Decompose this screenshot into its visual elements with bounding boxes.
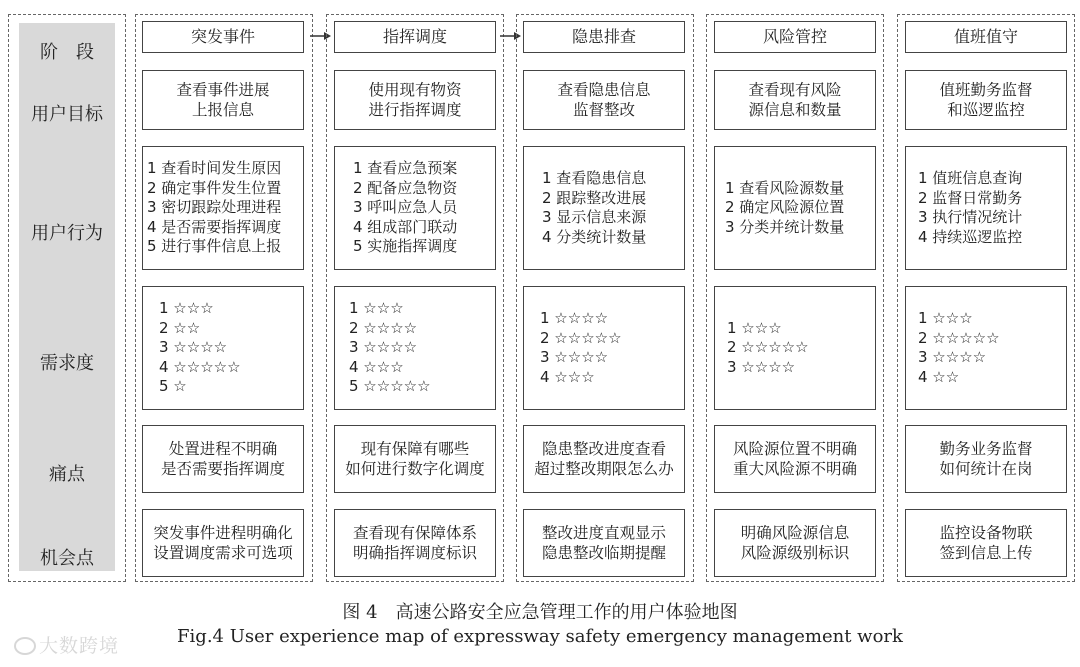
behavior-item: 1 查看应急预案 xyxy=(353,159,458,178)
behavior-item: 4 组成部门联动 xyxy=(353,217,458,236)
row-label-behavior: 用户行为 xyxy=(31,223,103,244)
behavior-item: 2 确定事件发生位置 xyxy=(147,178,282,197)
behavior-item: 5 进行事件信息上报 xyxy=(147,237,282,256)
pain-point-box: 现有保障有哪些 如何进行数字化调度 xyxy=(334,425,496,493)
demand-item: 4 ☆☆ xyxy=(918,367,960,386)
demand-item: 1 ☆☆☆ xyxy=(159,299,214,318)
behavior-item: 3 分类并统计数量 xyxy=(725,217,845,236)
demand-item: 3 ☆☆☆☆ xyxy=(918,348,987,366)
row-label-pain: 痛点 xyxy=(49,464,85,485)
opportunity-box: 整改进度直观显示 隐患整改临期提醒 xyxy=(523,509,685,577)
behavior-item: 1 查看隐患信息 xyxy=(542,169,647,187)
demand-box xyxy=(142,286,304,410)
demand-item: 2 ☆☆☆☆☆ xyxy=(918,328,1000,347)
behavior-item: 1 查看风险源数量 xyxy=(725,178,845,197)
pain-point-box: 隐患整改进度查看 超过整改期限怎么办 xyxy=(523,425,685,493)
demand-item: 3 ☆☆☆☆ xyxy=(159,338,228,357)
demand-item: 4 ☆☆☆ xyxy=(540,367,595,386)
demand-item: 1 ☆☆☆ xyxy=(349,299,404,318)
pain-point-box: 风险源位置不明确 重大风险源不明确 xyxy=(714,425,876,493)
row-label-column xyxy=(8,14,126,582)
user-goal-box: 查看事件进展 上报信息 xyxy=(142,70,304,130)
demand-box xyxy=(523,286,685,410)
row-label-demand: 需求度 xyxy=(40,353,94,374)
figure-caption-english: Fig.4 User experience map of expressway safety emergency management work xyxy=(177,626,903,647)
demand-item: 1 ☆☆☆☆ xyxy=(540,309,609,327)
demand-box xyxy=(905,286,1067,410)
pain-point-box: 处置进程不明确 是否需要指挥调度 xyxy=(142,425,304,493)
row-label-stage: 阶 段 xyxy=(40,42,94,63)
opportunity-box: 监控设备物联 签到信息上传 xyxy=(905,509,1067,577)
behavior-item: 5 实施指挥调度 xyxy=(353,237,458,256)
demand-item: 5 ☆ xyxy=(159,377,187,396)
user-behavior-box xyxy=(714,146,876,270)
demand-item: 2 ☆☆☆☆ xyxy=(349,318,418,337)
row-label-goal: 用户目标 xyxy=(31,104,103,125)
behavior-item: 4 是否需要指挥调度 xyxy=(147,217,282,236)
behavior-item: 3 呼叫应急人员 xyxy=(353,198,458,217)
user-goal-box: 值班勤务监督 和巡逻监控 xyxy=(905,70,1067,130)
demand-box xyxy=(714,286,876,410)
behavior-item: 2 配备应急物资 xyxy=(353,178,458,197)
user-goal-box: 使用现有物资 进行指挥调度 xyxy=(334,70,496,130)
stage-title: 指挥调度 xyxy=(334,21,496,53)
pain-point-box: 勤务业务监督 如何统计在岗 xyxy=(905,425,1067,493)
user-goal-box: 查看隐患信息 监督整改 xyxy=(523,70,685,130)
opportunity-box: 查看现有保障体系 明确指挥调度标识 xyxy=(334,509,496,577)
behavior-item: 2 确定风险源位置 xyxy=(725,198,845,217)
stage-title: 风险管控 xyxy=(714,21,876,53)
demand-item: 2 ☆☆ xyxy=(159,318,201,337)
behavior-item: 2 跟踪整改进展 xyxy=(542,188,647,207)
behavior-item: 3 显示信息来源 xyxy=(542,208,647,226)
demand-item: 3 ☆☆☆☆ xyxy=(349,338,418,357)
behavior-item: 3 执行情况统计 xyxy=(918,208,1023,226)
behavior-item: 3 密切跟踪处理进程 xyxy=(147,198,282,217)
watermark xyxy=(14,631,119,658)
watermark-text: 大数跨境 xyxy=(39,635,120,657)
behavior-item: 1 值班信息查询 xyxy=(918,169,1023,187)
demand-box xyxy=(334,286,496,410)
behavior-item: 4 分类统计数量 xyxy=(542,227,647,246)
demand-item: 1 ☆☆☆ xyxy=(727,318,782,337)
opportunity-box: 明确风险源信息 风险源级别标识 xyxy=(714,509,876,577)
behavior-item: 1 查看时间发生原因 xyxy=(147,159,282,178)
figure-caption-chinese: 图 4 高速公路安全应急管理工作的用户体验地图 xyxy=(342,602,738,623)
watermark-logo-icon xyxy=(14,637,36,655)
demand-item: 1 ☆☆☆ xyxy=(918,309,973,327)
opportunity-box: 突发事件进程明确化 设置调度需求可选项 xyxy=(142,509,304,577)
demand-item: 4 ☆☆☆ xyxy=(349,357,404,376)
demand-item: 2 ☆☆☆☆☆ xyxy=(540,328,622,347)
user-behavior-box xyxy=(905,146,1067,270)
demand-item: 3 ☆☆☆☆ xyxy=(727,357,796,376)
demand-item: 2 ☆☆☆☆☆ xyxy=(727,338,809,357)
behavior-item: 4 持续巡逻监控 xyxy=(918,227,1023,246)
row-label-opportunity: 机会点 xyxy=(40,548,94,569)
behavior-item: 2 监督日常勤务 xyxy=(918,188,1023,207)
user-behavior-box xyxy=(334,146,496,270)
demand-item: 3 ☆☆☆☆ xyxy=(540,348,609,366)
user-behavior-box xyxy=(523,146,685,270)
stage-title: 突发事件 xyxy=(142,21,304,53)
row-label-panel xyxy=(19,23,115,571)
stage-title: 值班值守 xyxy=(905,21,1067,53)
user-goal-box: 查看现有风险 源信息和数量 xyxy=(714,70,876,130)
user-behavior-box xyxy=(142,146,304,270)
stage-title: 隐患排查 xyxy=(523,21,685,53)
demand-item: 4 ☆☆☆☆☆ xyxy=(159,357,241,376)
demand-item: 5 ☆☆☆☆☆ xyxy=(349,377,431,396)
